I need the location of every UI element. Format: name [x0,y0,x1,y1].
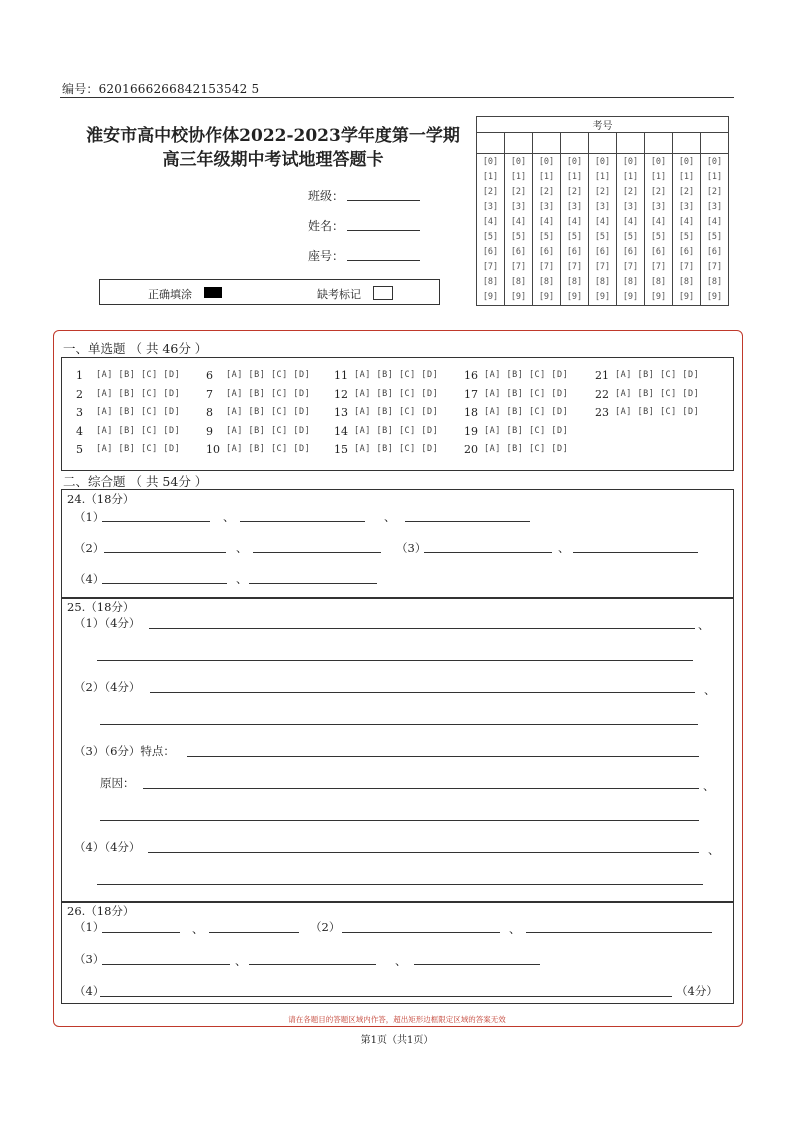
q24-3-answer-1[interactable] [424,552,552,553]
exam-digit-bubble[interactable]: [3] [706,202,723,212]
q25-separator: 、 [698,618,710,632]
mc-question-number: 10 [206,443,220,456]
exam-digit-bubble[interactable]: [5] [594,232,611,242]
q25-3-reason-line-1[interactable] [143,788,699,789]
q25-part-1-label: （1）（4分） [74,616,141,630]
mc-question-number: 21 [595,369,609,382]
exam-digit-bubble[interactable]: [0] [566,157,583,167]
title-line-1: 淮安市高中校协作体2022-2023学年度第一学期 [86,126,460,146]
q24-separator: 、 [236,572,248,586]
exam-digit-bubble[interactable]: [8] [566,277,583,287]
q26-2-answer-2[interactable] [526,932,712,933]
absent-mark-checkbox[interactable] [373,286,393,300]
title-line-2: 高三年级期中考试地理答题卡 [162,150,384,170]
exam-digit-bubble[interactable]: [4] [566,217,583,227]
mc-question-number: 23 [595,406,609,419]
class-label: 班级： [308,189,345,203]
mc-answer-options[interactable]: [A] [B] [C] [D] [354,426,439,436]
mc-question-number: 4 [76,425,83,438]
exam-digit-bubble[interactable]: [9] [594,292,611,302]
q26-part-1-label: （1） [74,920,105,934]
exam-digit-bubble[interactable]: [4] [594,217,611,227]
mc-answer-options[interactable]: [A] [B] [C] [D] [354,370,439,380]
exam-digit-bubble[interactable]: [7] [650,262,667,272]
exam-digit-bubble[interactable]: [6] [678,247,695,257]
q25-2-answer-line-2[interactable] [100,724,698,725]
mc-answer-options[interactable]: [A] [B] [C] [D] [615,370,700,380]
mc-answer-options[interactable]: [A] [B] [C] [D] [96,426,181,436]
exam-digit-bubble[interactable]: [7] [482,262,499,272]
mc-answer-options[interactable]: [A] [B] [C] [D] [226,444,311,454]
class-field[interactable] [347,200,420,201]
exam-digit-bubble[interactable]: [7] [594,262,611,272]
exam-digit-bubble[interactable]: [4] [678,217,695,227]
exam-digit-bubble[interactable]: [9] [706,292,723,302]
exam-digit-bubble[interactable]: [8] [678,277,695,287]
exam-number-write-cell[interactable] [701,133,729,154]
multiple-choice-box [61,357,734,471]
mc-answer-options[interactable]: [A] [B] [C] [D] [615,389,700,399]
exam-number-write-cell[interactable] [477,133,505,154]
mc-answer-options[interactable]: [A] [B] [C] [D] [354,407,439,417]
q25-reason-label: 原因： [100,776,135,790]
mc-question-number: 17 [464,388,478,401]
exam-digit-bubble[interactable]: [6] [538,247,555,257]
exam-digit-bubble[interactable]: [5] [622,232,639,242]
exam-number-column [589,154,617,306]
exam-digit-bubble[interactable]: [3] [482,202,499,212]
exam-digit-bubble[interactable]: [0] [622,157,639,167]
exam-digit-bubble[interactable]: [1] [678,172,695,182]
exam-digit-bubble[interactable]: [8] [594,277,611,287]
exam-digit-bubble[interactable]: [6] [482,247,499,257]
q25-4-answer-line-1[interactable] [148,852,699,853]
mc-answer-options[interactable]: [A] [B] [C] [D] [96,407,181,417]
exam-digit-bubble[interactable]: [7] [566,262,583,272]
mc-question-number: 13 [334,406,348,419]
exam-digit-bubble[interactable]: [2] [622,187,639,197]
q26-3-answer-3[interactable] [414,964,540,965]
mc-answer-options[interactable]: [A] [B] [C] [D] [615,407,700,417]
q24-part-2-label: （2） [74,541,105,555]
exam-digit-bubble[interactable]: [3] [678,202,695,212]
mc-question-number: 5 [76,443,83,456]
q26-part-4-score: （4分） [676,984,718,998]
fill-legend [99,279,440,305]
exam-digit-bubble[interactable]: [6] [594,247,611,257]
exam-digit-bubble[interactable]: [9] [482,292,499,302]
q24-1-answer-2[interactable] [240,521,365,522]
q26-3-answer-1[interactable] [102,964,230,965]
q26-part-3-label: （3） [74,952,105,966]
exam-number-column [477,154,505,306]
header-divider [60,97,734,98]
mc-answer-options[interactable]: [A] [B] [C] [D] [484,444,569,454]
exam-digit-bubble[interactable]: [5] [510,232,527,242]
exam-digit-bubble[interactable]: [3] [538,202,555,212]
exam-number-write-cell[interactable] [505,133,533,154]
exam-digit-bubble[interactable]: [2] [510,187,527,197]
exam-digit-bubble[interactable]: [5] [706,232,723,242]
question-25-box [61,597,734,903]
question-26-box [61,901,734,1004]
exam-digit-bubble[interactable]: [6] [650,247,667,257]
exam-digit-bubble[interactable]: [5] [482,232,499,242]
exam-digit-bubble[interactable]: [5] [566,232,583,242]
q24-part-4-label: （4） [74,572,105,586]
exam-digit-bubble[interactable]: [1] [594,172,611,182]
exam-number-column [701,154,729,306]
exam-digit-bubble[interactable]: [0] [706,157,723,167]
exam-digit-bubble[interactable]: [7] [538,262,555,272]
correct-fill-label: 正确填涂 [148,288,192,301]
mc-question-number: 8 [206,406,213,419]
exam-number-write-cell[interactable] [533,133,561,154]
q26-part-4-label: （4） [74,984,105,998]
exam-digit-bubble[interactable]: [9] [622,292,639,302]
q26-2-answer-1[interactable] [342,932,500,933]
exam-digit-bubble[interactable]: [1] [650,172,667,182]
exam-digit-bubble[interactable]: [0] [650,157,667,167]
exam-digit-bubble[interactable]: [4] [510,217,527,227]
mc-question-number: 16 [464,369,478,382]
q24-part-3-label: （3） [396,541,427,555]
q25-separator: 、 [704,683,716,697]
mc-answer-options[interactable]: [A] [B] [C] [D] [484,426,569,436]
q25-separator: 、 [708,843,720,857]
mc-question-number: 9 [206,425,213,438]
mc-answer-options[interactable]: [A] [B] [C] [D] [226,426,311,436]
mc-answer-options[interactable]: [A] [B] [C] [D] [96,444,181,454]
q25-3-reason-line-2[interactable] [100,820,699,821]
q24-separator: 、 [558,541,570,555]
q24-1-answer-1[interactable] [102,521,210,522]
exam-digit-bubble[interactable]: [0] [594,157,611,167]
exam-digit-bubble[interactable]: [7] [622,262,639,272]
q26-heading: 26.（18分） [67,904,135,918]
exam-number-grid [476,116,729,306]
mc-question-number: 3 [76,406,83,419]
exam-digit-bubble[interactable]: [1] [538,172,555,182]
q25-4-answer-line-2[interactable] [97,884,703,885]
mc-answer-options[interactable]: [A] [B] [C] [D] [484,407,569,417]
q24-3-answer-2[interactable] [573,552,698,553]
mc-question-number: 1 [76,369,83,382]
exam-digit-bubble[interactable]: [2] [594,187,611,197]
exam-digit-bubble[interactable]: [9] [678,292,695,302]
exam-digit-bubble[interactable]: [9] [538,292,555,302]
q24-heading: 24.（18分） [67,492,135,506]
exam-digit-bubble[interactable]: [4] [482,217,499,227]
mc-answer-options[interactable]: [A] [B] [C] [D] [226,389,311,399]
q25-separator: 、 [703,779,715,793]
q25-1-answer-line-1[interactable] [149,628,695,629]
exam-digit-bubble[interactable]: [6] [566,247,583,257]
q25-part-3-label: （3）（6分）特点： [74,744,175,758]
mc-answer-options[interactable]: [A] [B] [C] [D] [354,444,439,454]
mc-answer-options[interactable]: [A] [B] [C] [D] [96,389,181,399]
mc-question-number: 12 [334,388,348,401]
exam-digit-bubble[interactable]: [4] [622,217,639,227]
exam-number-column [645,154,673,306]
answer-area-warning: 请在各题目的答题区域内作答，超出矩形边框限定区域的答案无效 [288,1015,506,1024]
q24-1-answer-3[interactable] [405,521,530,522]
exam-digit-bubble[interactable]: [8] [706,277,723,287]
q24-part-1-label: （1） [74,510,105,524]
exam-digit-bubble[interactable]: [0] [538,157,555,167]
q24-4-answer-1[interactable] [102,583,227,584]
exam-digit-bubble[interactable]: [8] [510,277,527,287]
q26-1-answer-2[interactable] [209,932,299,933]
mc-question-number: 6 [206,369,213,382]
mc-answer-options[interactable]: [A] [B] [C] [D] [484,389,569,399]
q24-separator: 、 [384,510,396,524]
exam-number-write-cell[interactable] [673,133,701,154]
q26-1-answer-1[interactable] [102,932,180,933]
exam-digit-bubble[interactable]: [2] [566,187,583,197]
exam-digit-bubble[interactable]: [1] [510,172,527,182]
exam-digit-bubble[interactable]: [2] [678,187,695,197]
mc-question-number: 2 [76,388,83,401]
exam-digit-bubble[interactable]: [9] [650,292,667,302]
mc-question-number: 14 [334,425,348,438]
exam-digit-bubble[interactable]: [3] [622,202,639,212]
exam-number-write-cell[interactable] [645,133,673,154]
q26-separator: 、 [509,922,521,936]
exam-number-write-cell[interactable] [561,133,589,154]
q25-2-answer-line-1[interactable] [150,692,695,693]
q25-heading: 25.（18分） [67,600,135,614]
exam-digit-bubble[interactable]: [5] [650,232,667,242]
exam-digit-bubble[interactable]: [6] [510,247,527,257]
exam-number-column [505,154,533,306]
exam-digit-bubble[interactable]: [8] [482,277,499,287]
mc-question-number: 19 [464,425,478,438]
exam-digit-bubble[interactable]: [2] [706,187,723,197]
q24-separator: 、 [223,510,235,524]
mc-answer-options[interactable]: [A] [B] [C] [D] [226,407,311,417]
mc-answer-options[interactable]: [A] [B] [C] [D] [226,370,311,380]
correct-fill-sample [204,287,222,298]
exam-digit-bubble[interactable]: [4] [706,217,723,227]
exam-digit-bubble[interactable]: [2] [482,187,499,197]
mc-question-number: 7 [206,388,213,401]
q24-2-answer-1[interactable] [104,552,226,553]
q25-1-answer-line-2[interactable] [97,660,693,661]
mc-question-number: 18 [464,406,478,419]
exam-digit-bubble[interactable]: [9] [510,292,527,302]
exam-digit-bubble[interactable]: [5] [678,232,695,242]
exam-digit-bubble[interactable]: [0] [482,157,499,167]
serial-number: 编号：6201666266842153542 5 [62,82,260,96]
q24-separator: 、 [236,541,248,555]
exam-digit-bubble[interactable]: [1] [482,172,499,182]
exam-digit-bubble[interactable]: [1] [706,172,723,182]
exam-digit-bubble[interactable]: [8] [538,277,555,287]
q25-part-2-label: （2）（4分） [74,680,141,694]
exam-digit-bubble[interactable]: [6] [622,247,639,257]
absent-mark-label: 缺考标记 [317,288,361,301]
section-1-title: 一、单选题 （ 共 46分 ） [63,341,208,356]
q26-separator: 、 [395,954,407,968]
name-field[interactable] [347,230,420,231]
exam-digit-bubble[interactable]: [8] [622,277,639,287]
q26-separator: 、 [235,954,247,968]
q26-separator: 、 [192,922,204,936]
exam-digit-bubble[interactable]: [3] [510,202,527,212]
name-label: 姓名： [308,219,345,233]
mc-answer-options[interactable]: [A] [B] [C] [D] [96,370,181,380]
mc-question-number: 11 [334,369,348,382]
q24-4-answer-2[interactable] [249,583,377,584]
mc-question-number: 20 [464,443,478,456]
exam-number-column [533,154,561,306]
exam-digit-bubble[interactable]: [1] [566,172,583,182]
seat-field[interactable] [347,260,420,261]
exam-digit-bubble[interactable]: [2] [538,187,555,197]
exam-digit-bubble[interactable]: [0] [678,157,695,167]
exam-number-column [673,154,701,306]
q25-part-4-label: （4）（4分） [74,840,141,854]
exam-digit-bubble[interactable]: [6] [706,247,723,257]
exam-digit-bubble[interactable]: [4] [650,217,667,227]
q24-2-answer-2[interactable] [253,552,381,553]
exam-number-write-cell[interactable] [589,133,617,154]
exam-digit-bubble[interactable]: [7] [678,262,695,272]
page-number: 第1页（共1页） [360,1035,434,1046]
exam-number-column [617,154,645,306]
seat-label: 座号： [308,249,345,263]
exam-digit-bubble[interactable]: [8] [650,277,667,287]
exam-digit-bubble[interactable]: [3] [650,202,667,212]
question-24-box [61,489,734,599]
mc-question-number: 22 [595,388,609,401]
exam-digit-bubble[interactable]: [1] [622,172,639,182]
q25-3-feature-line[interactable] [187,756,699,757]
exam-digit-bubble[interactable]: [4] [538,217,555,227]
q26-3-answer-2[interactable] [249,964,376,965]
q26-part-2-label: （2） [310,920,341,934]
mc-question-number: 15 [334,443,348,456]
exam-number-column [561,154,589,306]
exam-digit-bubble[interactable]: [7] [510,262,527,272]
mc-answer-options[interactable]: [A] [B] [C] [D] [354,389,439,399]
exam-number-write-cell[interactable] [617,133,645,154]
section-2-title: 二、综合题 （ 共 54分 ） [63,474,208,489]
q26-4-answer-line[interactable] [100,996,672,997]
exam-digit-bubble[interactable]: [7] [706,262,723,272]
mc-answer-options[interactable]: [A] [B] [C] [D] [484,370,569,380]
exam-digit-bubble[interactable]: [0] [510,157,527,167]
exam-digit-bubble[interactable]: [9] [566,292,583,302]
exam-digit-bubble[interactable]: [3] [566,202,583,212]
exam-digit-bubble[interactable]: [2] [650,187,667,197]
exam-digit-bubble[interactable]: [3] [594,202,611,212]
exam-digit-bubble[interactable]: [5] [538,232,555,242]
exam-number-header: 考号 [477,117,729,133]
